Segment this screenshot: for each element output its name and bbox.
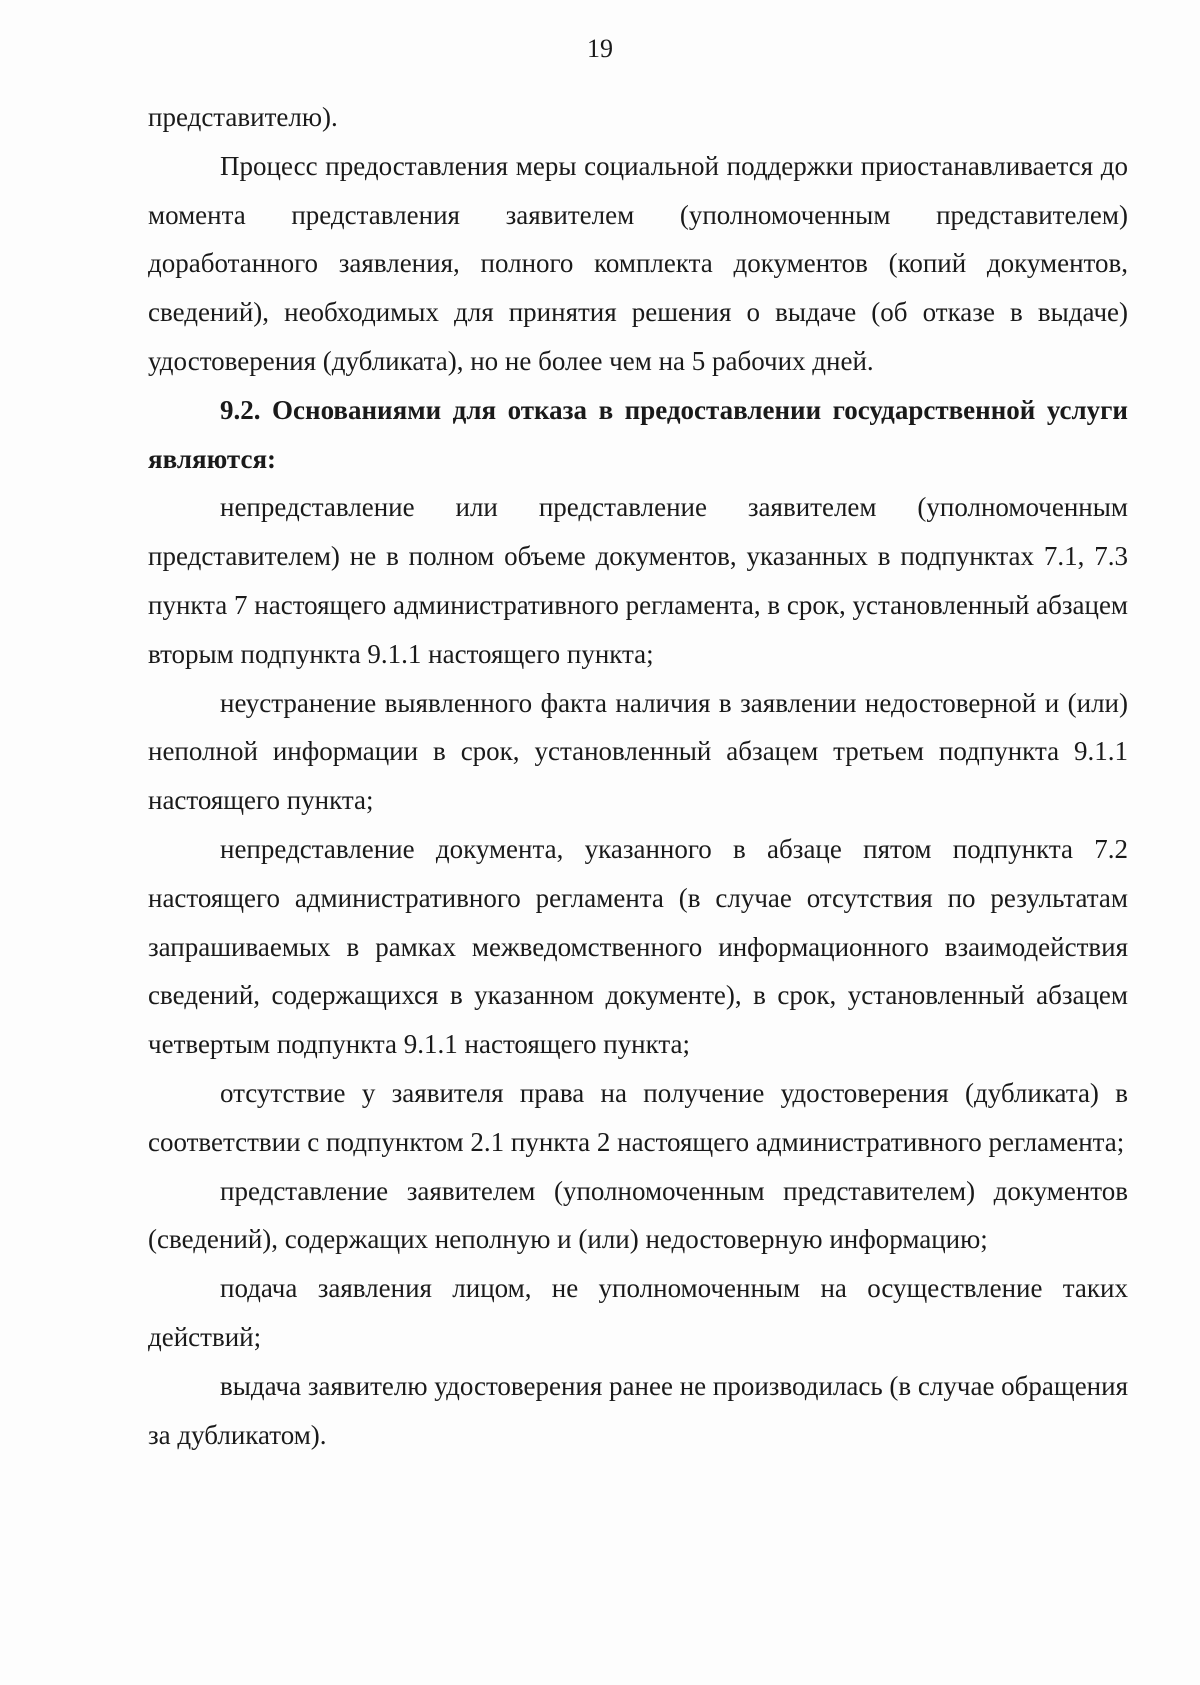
- paragraph-continuation: представителю).: [148, 102, 338, 132]
- section-heading-9-2: 9.2. Основаниями для отказа в предоставлении государственной услуги являются:: [148, 394, 1128, 474]
- paragraph-ground-2: неустранение выявленного факта наличия в заявлении недостоверной и (или) неполной информации в срок, установленный абзацем третьем подпункта 9.1.1 настоящего пункта;: [148, 687, 1128, 816]
- paragraph-ground-4: отсутствие у заявителя права на получение удостоверения (дубликата) в соответствии с подпунктом 2.1 пункта 2 настоящего административного регламента;: [148, 1077, 1128, 1157]
- document-body: [148, 93, 1128, 1459]
- paragraph-ground-1: непредставление или представление заявителем (уполномоченным представителем) не в полном объеме документов, указанных в подпунктах 7.1, 7.3 пункта 7 настоящего административного регламента, в срок, установленный абзацем вторым подпункта 9.1.1 настоящего пункта;: [148, 492, 1129, 669]
- page-number: 19: [587, 34, 613, 63]
- paragraph-ground-7: выдача заявителю удостоверения ранее не производилась (в случае обращения за дубликатом).: [148, 1370, 1128, 1450]
- paragraph-ground-6: подача заявления лицом, не уполномоченным на осуществление таких действий;: [148, 1273, 1128, 1352]
- paragraph-ground-3: непредставление документа, указанного в абзаце пятом подпункта 7.2 настоящего административного регламента (в случае отсутствия по результатам запрашиваемых в рамках межведомственного информационного взаимодействия сведений, содержащихся в указанном документе), в срок, установленный абзацем четвертым подпункта 9.1.1 настоящего пункта;: [148, 833, 1128, 1060]
- paragraph-suspension: Процесс предоставления меры социальной поддержки приостанавливается до момента представления заявителем (уполномоченным представителем) доработанного заявления, полного комплекта документов (копий документов, сведений), необходимых для принятия решения о выдаче (об отказе в выдаче) удостоверения (дубликата), но не более чем на 5 рабочих дней.: [148, 150, 1128, 376]
- paragraph-ground-5: представление заявителем (уполномоченным представителем) документов (сведений), содержащих неполную и (или) недостоверную информацию;: [148, 1175, 1128, 1255]
